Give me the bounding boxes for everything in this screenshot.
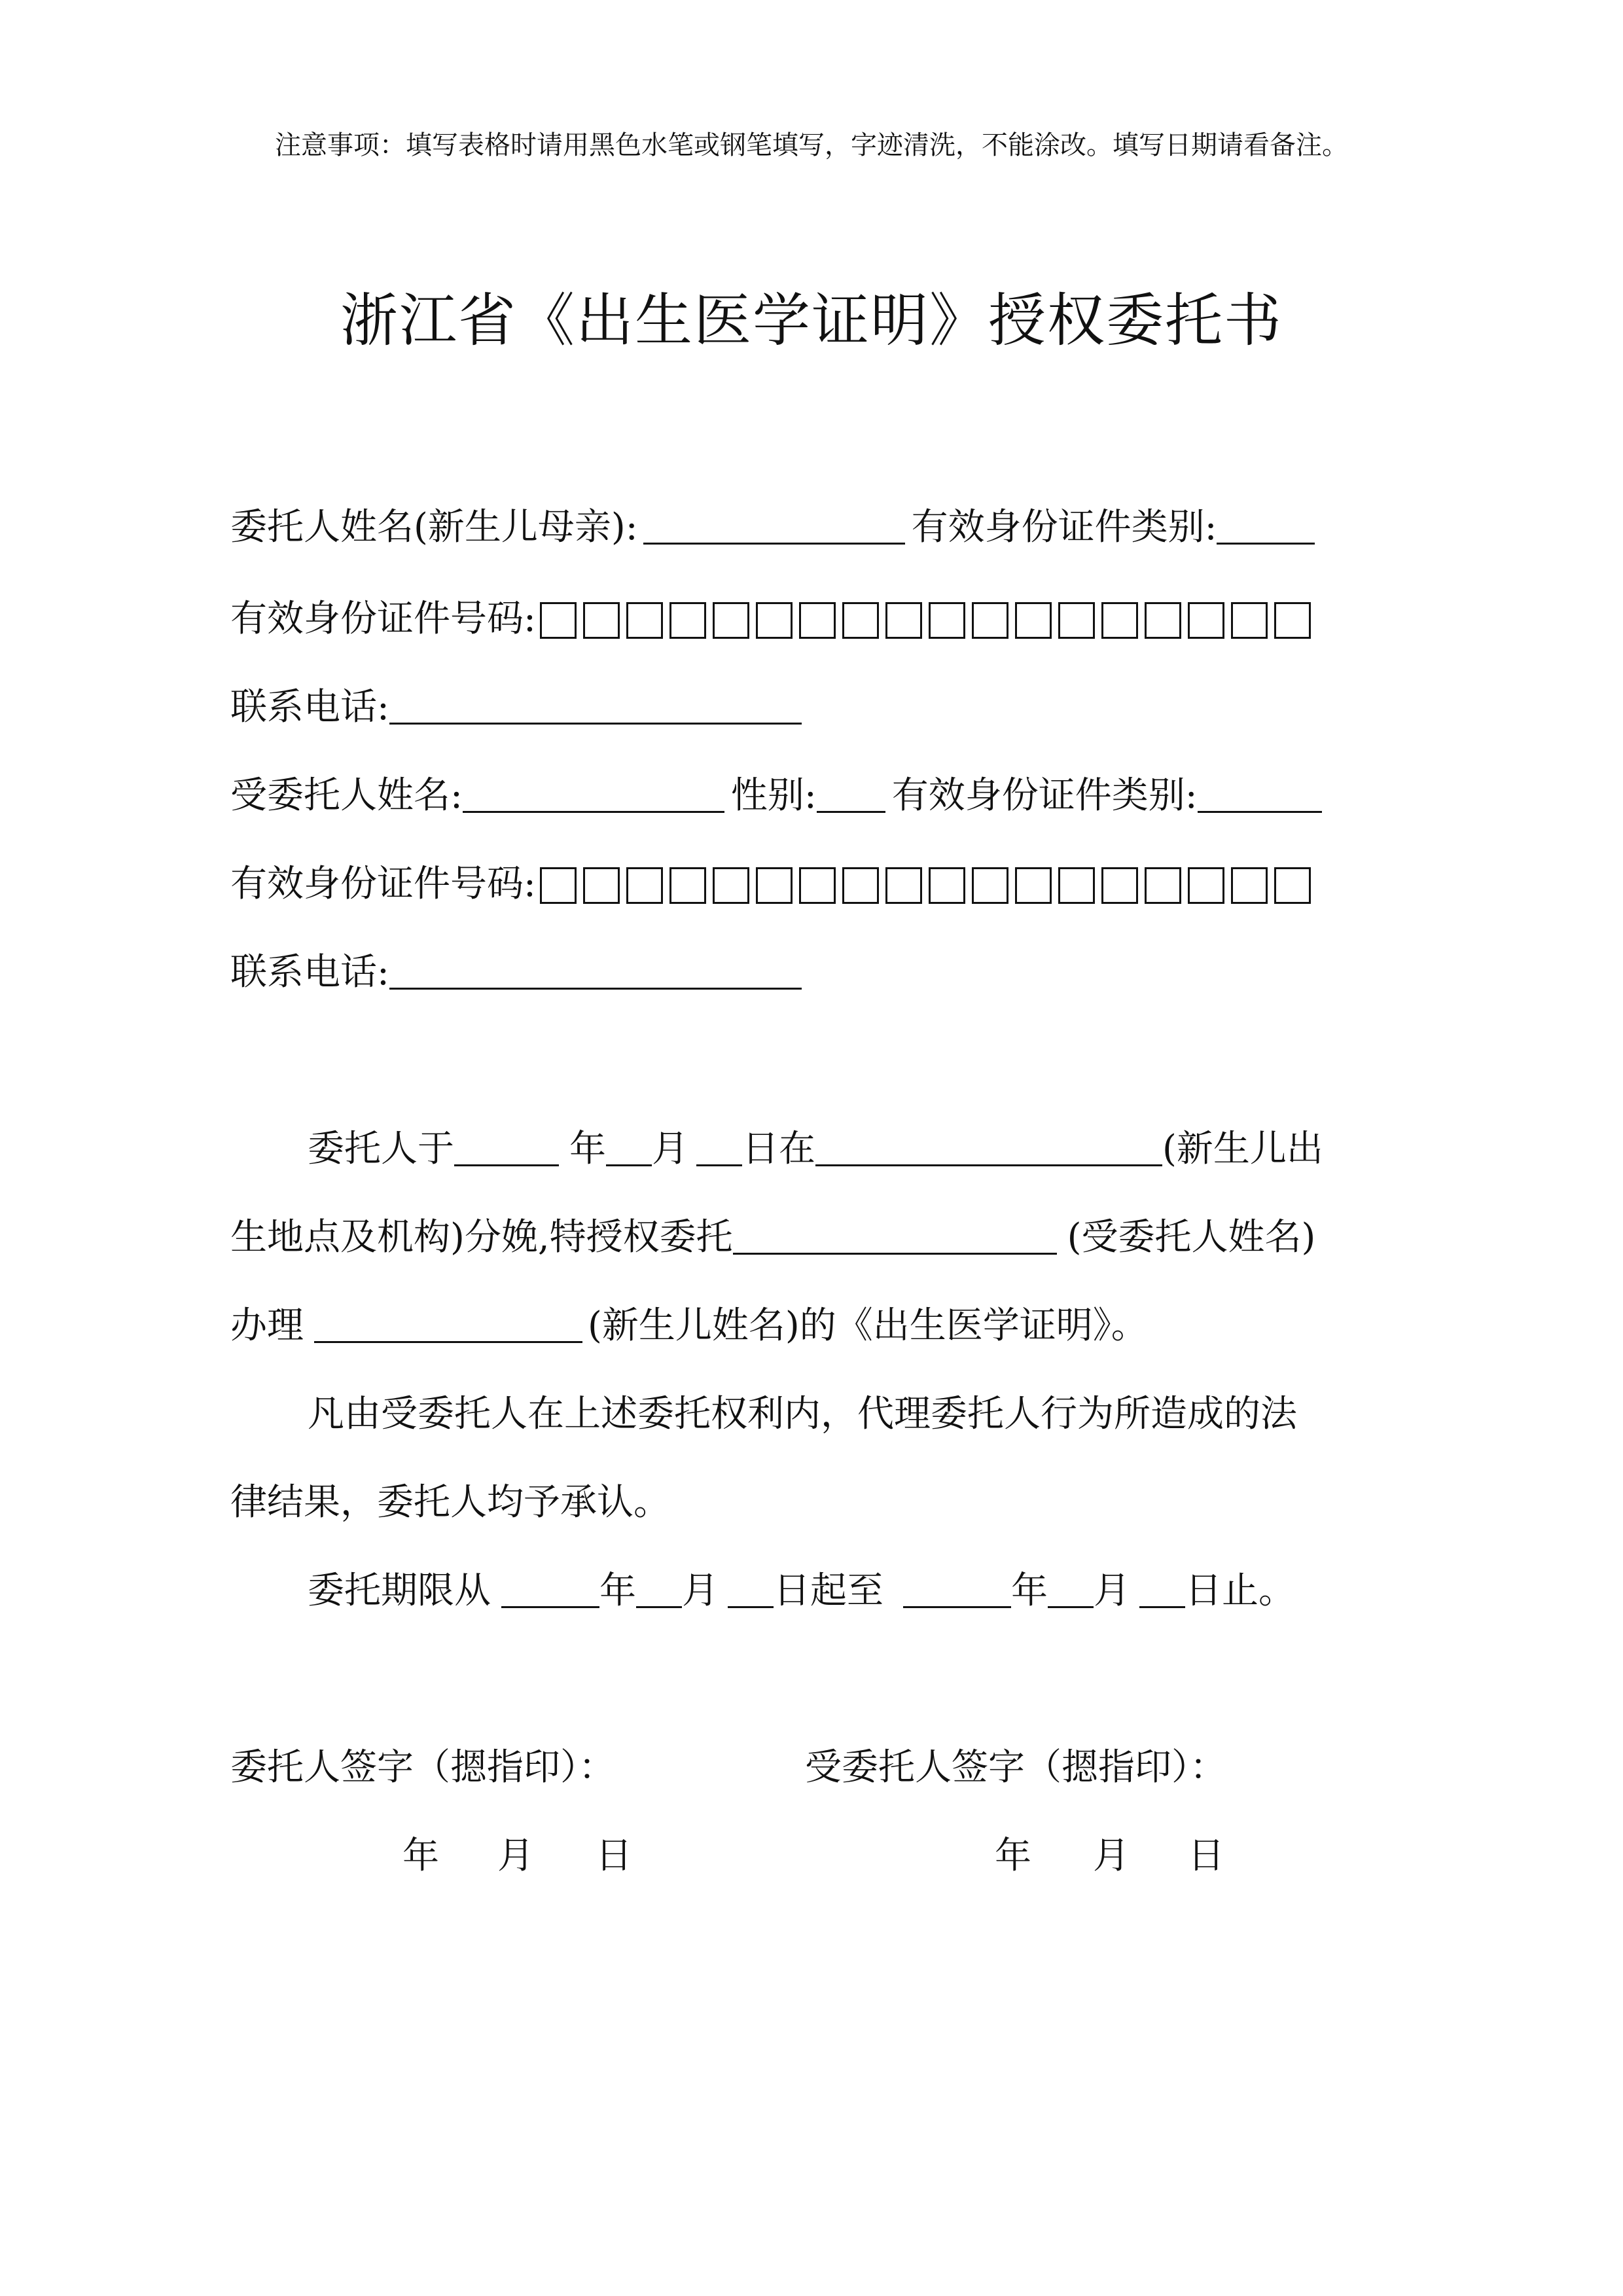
principal-name-row (230, 504, 1315, 551)
year-label: 年 (402, 1835, 439, 1877)
day-label: 日在 (742, 1128, 815, 1170)
principal-id-number-row (230, 596, 1311, 643)
id-digit-box[interactable] (540, 602, 577, 639)
id-digit-box[interactable] (583, 602, 620, 639)
id-digit-box[interactable] (929, 602, 965, 639)
id-digit-box[interactable] (1101, 602, 1138, 639)
year-label: 年 (995, 1835, 1031, 1877)
body-text: 办理 (230, 1304, 304, 1347)
body-text: 生地点及机构)分娩,特授权委托 (230, 1216, 733, 1259)
body-text: 委托期限从 (308, 1570, 491, 1612)
body-line-3 (230, 1302, 1148, 1350)
id-digit-box[interactable] (1274, 867, 1311, 904)
agent-phone-field[interactable] (389, 951, 802, 990)
id-digit-box[interactable] (669, 602, 706, 639)
agent-phone-row (230, 949, 802, 996)
principal-id-type-label: 有效身份证件类别: (911, 506, 1217, 548)
newborn-name-field[interactable] (314, 1304, 582, 1343)
agent-id-number-label: 有效身份证件号码: (230, 863, 536, 905)
body-line-5 (230, 1479, 670, 1526)
id-digit-box[interactable] (842, 867, 879, 904)
period-end-day-field[interactable] (1139, 1570, 1185, 1608)
id-digit-box[interactable] (583, 867, 620, 904)
day-label: 日 (596, 1835, 632, 1877)
month-label: 月 (1094, 1570, 1130, 1612)
agent-phone-label: 联系电话: (230, 951, 389, 994)
month-label: 月 (1093, 1835, 1130, 1877)
id-digit-box[interactable] (713, 602, 749, 639)
period-end-month-field[interactable] (1048, 1570, 1094, 1608)
month-label: 月 (682, 1570, 719, 1612)
period-end-year-field[interactable] (903, 1570, 1011, 1608)
id-digit-box[interactable] (1274, 602, 1311, 639)
id-digit-box[interactable] (1015, 867, 1052, 904)
month-label: 月 (497, 1835, 534, 1877)
agent-id-number-boxes[interactable] (540, 867, 1311, 904)
id-digit-box[interactable] (626, 602, 663, 639)
agent-id-type-field[interactable] (1198, 774, 1322, 813)
id-digit-box[interactable] (540, 867, 577, 904)
principal-signature-label: 委托人签字（摁指印）： (230, 1746, 615, 1789)
id-digit-box[interactable] (972, 867, 1008, 904)
id-digit-box[interactable] (1145, 602, 1181, 639)
id-digit-box[interactable] (885, 602, 922, 639)
agent-name-entrust-field[interactable] (733, 1216, 1057, 1255)
birth-month-field[interactable] (606, 1128, 652, 1166)
id-digit-box[interactable] (1058, 602, 1095, 639)
body-text: 委托人于 (308, 1128, 454, 1170)
year-label: 年 (1011, 1570, 1048, 1612)
id-digit-box[interactable] (842, 602, 879, 639)
id-digit-box[interactable] (929, 867, 965, 904)
birth-day-field[interactable] (696, 1128, 742, 1166)
agent-name-label: 受委托人姓名: (230, 774, 463, 817)
id-digit-box[interactable] (1231, 867, 1268, 904)
body-text: (新生儿出 (1162, 1128, 1323, 1170)
body-line-4 (308, 1391, 1297, 1438)
period-start-year-field[interactable] (501, 1570, 599, 1608)
id-digit-box[interactable] (1058, 867, 1095, 904)
period-start-day-field[interactable] (728, 1570, 774, 1608)
principal-id-number-boxes[interactable] (540, 602, 1311, 639)
notice-text: 注意事项：填写表格时请用黑色水笔或钢笔填写，字迹清洗，不能涂改。填写日期请看备注。 (275, 130, 1348, 160)
id-digit-box[interactable] (1188, 867, 1224, 904)
id-digit-box[interactable] (885, 867, 922, 904)
year-label: 年 (569, 1128, 606, 1170)
agent-id-type-label: 有效身份证件类别: (891, 774, 1198, 817)
id-digit-box[interactable] (972, 602, 1008, 639)
agent-name-row (230, 772, 1322, 819)
id-digit-box[interactable] (756, 867, 793, 904)
body-text: (受委托人姓名) (1067, 1216, 1316, 1259)
agent-signature-date (0, 1833, 1623, 1880)
agent-id-number-row (230, 861, 1311, 908)
id-digit-box[interactable] (1101, 867, 1138, 904)
day-label: 日止。 (1185, 1570, 1295, 1612)
period-start-month-field[interactable] (636, 1570, 682, 1608)
page-title: 浙江省《出生医学证明》授权委托书 (340, 287, 1283, 354)
id-digit-box[interactable] (1145, 867, 1181, 904)
day-label: 日起至 (774, 1570, 883, 1612)
id-digit-box[interactable] (1231, 602, 1268, 639)
body-line-2 (230, 1214, 1315, 1261)
id-digit-box[interactable] (756, 602, 793, 639)
principal-id-number-label: 有效身份证件号码: (230, 598, 536, 640)
principal-name-label: 委托人姓名(新生儿母亲): (230, 506, 638, 548)
birth-year-field[interactable] (454, 1128, 559, 1166)
period-line (308, 1568, 1295, 1615)
id-digit-box[interactable] (669, 867, 706, 904)
principal-phone-label: 联系电话: (230, 686, 389, 728)
principal-name-field[interactable] (643, 506, 905, 545)
body-text: 律结果，委托人均予承认。 (230, 1481, 670, 1524)
id-digit-box[interactable] (799, 602, 836, 639)
id-digit-box[interactable] (799, 867, 836, 904)
body-line-1 (308, 1126, 1323, 1173)
year-label: 年 (599, 1570, 636, 1612)
principal-id-type-field[interactable] (1217, 506, 1315, 545)
day-label: 日 (1188, 1835, 1224, 1877)
birth-place-field[interactable] (815, 1128, 1162, 1166)
agent-signature-label: 受委托人签字（摁指印）： (805, 1746, 1226, 1789)
month-label: 月 (652, 1128, 688, 1170)
agent-gender-label: 性别: (730, 774, 817, 817)
agent-name-field[interactable] (463, 774, 724, 813)
id-digit-box[interactable] (1015, 602, 1052, 639)
id-digit-box[interactable] (713, 867, 749, 904)
id-digit-box[interactable] (626, 867, 663, 904)
id-digit-box[interactable] (1188, 602, 1224, 639)
principal-phone-row (230, 684, 802, 731)
body-text: 凡由受委托人在上述委托权利内，代理委托人行为所造成的法 (308, 1393, 1297, 1435)
principal-phone-field[interactable] (389, 686, 802, 725)
body-text: (新生儿姓名)的《出生医学证明》。 (588, 1304, 1148, 1347)
agent-gender-field[interactable] (817, 774, 885, 813)
